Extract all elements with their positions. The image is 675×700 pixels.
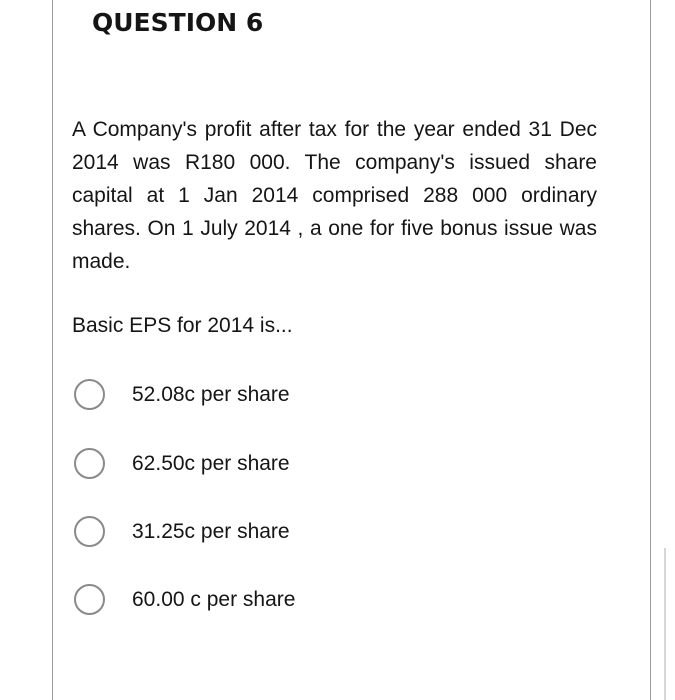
radio-button-4[interactable] — [74, 584, 105, 615]
answer-option-label: 52.08c per share — [132, 382, 290, 406]
answer-option-4[interactable] — [74, 584, 295, 615]
radio-button-1[interactable] — [74, 379, 105, 410]
answer-option-label: 62.50c per share — [132, 451, 290, 475]
card-right-border — [650, 0, 651, 700]
radio-button-3[interactable] — [74, 516, 105, 547]
question-title: QUESTION 6 — [92, 8, 264, 37]
answer-option-2[interactable] — [74, 448, 290, 479]
answer-option-3[interactable] — [74, 516, 290, 547]
answer-option-1[interactable] — [74, 379, 290, 410]
right-edge-divider — [664, 548, 666, 700]
question-prompt: Basic EPS for 2014 is... — [72, 314, 293, 337]
question-body: A Company's profit after tax for the year ended 31 Dec 2014 was R180 000. The company's issued share capital at 1 Jan 2014 comprised 288 000 ordinary shares. On 1 July 2014 , a one for five bonus issue was made. — [72, 118, 597, 273]
answer-option-label: 60.00 c per share — [132, 587, 296, 611]
answer-option-label: 31.25c per share — [132, 519, 290, 543]
radio-button-2[interactable] — [74, 448, 105, 479]
card-left-border — [52, 0, 53, 700]
